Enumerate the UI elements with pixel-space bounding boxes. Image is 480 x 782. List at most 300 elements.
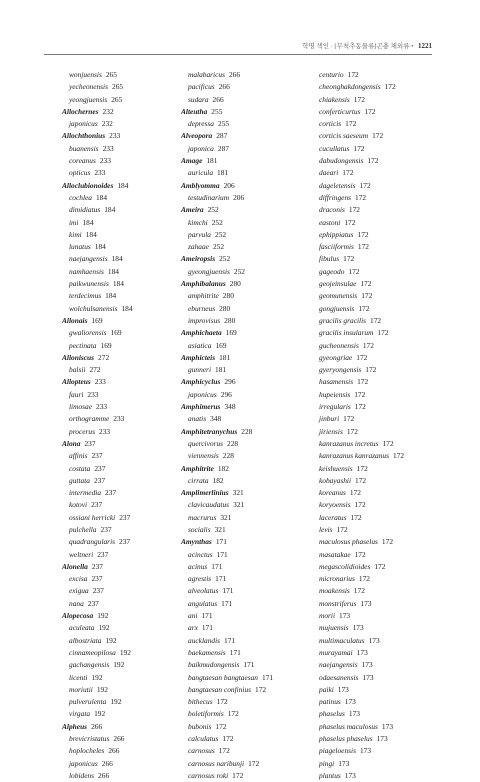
species-entry: [181, 647, 311, 659]
entry-name: levis: [319, 524, 333, 534]
entry-page: 172: [344, 217, 356, 227]
species-entry: [62, 524, 180, 536]
species-entry: [62, 389, 180, 401]
species-entry: [312, 635, 452, 647]
entry-name: baekamensis: [188, 647, 226, 657]
entry-page: 184: [105, 291, 117, 301]
entry-name: geojeinsulae: [319, 279, 357, 289]
entry-page: 206: [233, 192, 245, 202]
entry-page: 192: [94, 709, 106, 719]
entry-name: terdecimus: [69, 291, 102, 301]
entry-page: 173: [348, 709, 360, 719]
entry-page: 172: [365, 365, 377, 375]
species-entry: [312, 94, 452, 106]
entry-page: 172: [216, 697, 228, 707]
entry-name: Ameiropsis: [181, 254, 216, 264]
entry-page: 192: [119, 647, 131, 657]
entry-page: 192: [98, 623, 110, 633]
entry-name: kobayashii: [319, 475, 352, 485]
entry-page: 169: [91, 315, 103, 325]
entry-page: 192: [105, 635, 117, 645]
entry-page: 172: [354, 389, 366, 399]
entry-name: jiriensis: [319, 426, 343, 436]
entry-page: 172: [393, 451, 405, 461]
entry-name: Amphitrite: [181, 463, 214, 473]
species-entry: [181, 524, 311, 536]
species-entry: [181, 770, 311, 782]
species-entry: [312, 598, 452, 610]
entry-page: 172: [361, 291, 373, 301]
species-entry: [312, 217, 452, 229]
entry-page: 171: [243, 660, 255, 670]
species-entry: [181, 549, 311, 561]
genus-entry: [62, 438, 180, 450]
entry-name: coreanus: [69, 156, 96, 166]
species-entry: [62, 413, 180, 425]
entry-name: zahaae: [188, 242, 209, 252]
species-entry: [312, 155, 452, 167]
species-entry: [62, 647, 180, 659]
entry-page: 173: [361, 660, 373, 670]
entry-name: yeongjuensis: [69, 94, 108, 104]
species-entry: [312, 204, 452, 216]
species-entry: [181, 610, 311, 622]
entry-name: gracilis gracilis: [319, 315, 367, 325]
species-entry: [312, 758, 452, 770]
entry-page: 266: [91, 721, 103, 731]
entry-page: 233: [94, 377, 106, 387]
species-entry: [312, 69, 452, 81]
species-entry: [62, 659, 180, 671]
genus-entry: [181, 352, 311, 364]
entry-page: 171: [224, 635, 236, 645]
entry-name: quadrangularis: [69, 537, 115, 547]
species-entry: [181, 229, 311, 241]
entry-page: 171: [229, 647, 241, 657]
species-entry: [312, 229, 452, 241]
entry-page: 280: [222, 291, 234, 301]
entry-page: 237: [91, 561, 103, 571]
species-entry: [62, 81, 180, 93]
entry-page: 181: [206, 156, 218, 166]
entry-page: 228: [241, 426, 253, 436]
entry-page: 171: [215, 537, 227, 547]
entry-page: 237: [105, 488, 117, 498]
entry-name: monstriferus: [319, 598, 357, 608]
entry-name: carnosus: [188, 746, 215, 756]
entry-name: angulatus: [188, 598, 218, 608]
entry-page: 265: [111, 94, 123, 104]
entry-name: piageloensis: [319, 746, 356, 756]
species-entry: [181, 389, 311, 401]
entry-name: japonicus: [69, 758, 98, 768]
entry-page: 172: [382, 438, 394, 448]
entry-name: pectinata: [69, 340, 97, 350]
entry-page: 252: [215, 229, 227, 239]
species-entry: [181, 635, 311, 647]
species-entry: [312, 340, 452, 352]
entry-page: 169: [225, 328, 237, 338]
species-entry: [312, 401, 452, 413]
species-entry: [62, 487, 180, 499]
species-entry: [62, 745, 180, 757]
entry-page: 172: [349, 488, 361, 498]
header-bullet: •: [411, 43, 414, 50]
entry-page: 265: [105, 70, 117, 79]
entry-name: ani: [188, 611, 198, 621]
entry-page: 182: [217, 463, 229, 473]
entry-page: 348: [224, 402, 236, 412]
genus-entry: [181, 327, 311, 339]
species-entry: [181, 118, 311, 130]
entry-name: naejangensis: [319, 660, 358, 670]
species-entry: [312, 696, 452, 708]
entry-page: 172: [255, 684, 267, 694]
entry-page: 237: [97, 549, 109, 559]
entry-page: 296: [220, 389, 232, 399]
entry-page: 172: [343, 254, 355, 264]
species-entry: [312, 573, 452, 585]
species-entry: [181, 684, 311, 696]
entry-name: balsii: [69, 365, 86, 375]
entry-page: 192: [91, 672, 103, 682]
entry-name: virgata: [69, 709, 91, 719]
entry-name: paikwunensis: [69, 279, 109, 289]
entry-page: 172: [367, 156, 379, 166]
entry-page: 172: [336, 524, 348, 534]
entry-name: Amphicyclus: [181, 377, 221, 387]
entry-page: 237: [100, 524, 112, 534]
entry-page: 172: [357, 242, 369, 252]
entry-name: imi: [69, 217, 79, 227]
entry-name: quercivorus: [188, 438, 224, 448]
species-entry: [62, 536, 180, 548]
entry-name: conferticurtus: [319, 106, 361, 116]
entry-name: hasamensis: [319, 377, 354, 387]
species-entry: [312, 389, 452, 401]
entry-page: 287: [216, 131, 228, 141]
entry-page: 192: [97, 611, 109, 621]
species-entry: [62, 217, 180, 229]
entry-page: 169: [100, 340, 112, 350]
entry-name: maculosus phaselus: [319, 537, 378, 547]
entry-page: 192: [110, 697, 122, 707]
species-entry: [312, 438, 452, 450]
entry-page: 172: [227, 709, 239, 719]
entry-name: viennensis: [188, 451, 219, 461]
entry-name: clavicaudatus: [188, 500, 230, 510]
entry-name: cochlea: [69, 192, 92, 202]
entry-name: kotovi: [69, 500, 88, 510]
entry-name: alveolatus: [188, 586, 219, 596]
entry-name: wolchulsanensis: [69, 303, 118, 313]
entry-page: 233: [109, 131, 121, 141]
species-entry: [62, 155, 180, 167]
entry-name: dabudongensis: [319, 156, 364, 166]
species-entry: [312, 376, 452, 388]
entry-page: 272: [89, 365, 101, 375]
genus-entry: [62, 721, 180, 733]
entry-page: 172: [218, 746, 230, 756]
species-entry: [312, 622, 452, 634]
entry-page: 181: [215, 365, 227, 375]
genus-entry: [62, 352, 180, 364]
species-entry: [62, 770, 180, 782]
entry-page: 172: [356, 352, 368, 362]
entry-page: 237: [94, 463, 106, 473]
entry-name: cinnameopilosa: [69, 647, 116, 657]
entry-name: phaselus maculosus: [319, 721, 378, 731]
entry-name: limosae: [69, 402, 92, 412]
entry-name: Alveopora: [181, 131, 213, 141]
entry-page: 237: [93, 475, 106, 485]
entry-page: 237: [119, 537, 131, 547]
entry-name: japonicus: [188, 389, 217, 399]
entry-page: 237: [87, 598, 99, 608]
entry-page: 321: [233, 500, 245, 510]
entry-name: morii: [319, 611, 336, 621]
genus-entry: [62, 180, 180, 192]
entry-page: 252: [212, 242, 225, 252]
entry-name: geomunensis: [319, 291, 358, 301]
entry-name: kanrazanus incretus: [319, 438, 379, 448]
entry-name: Amblyomma: [181, 180, 220, 190]
entry-name: gyeongriae: [319, 352, 353, 362]
entry-name: naejangensis: [69, 254, 108, 264]
entry-page: 173: [359, 746, 372, 756]
species-entry: [181, 303, 311, 315]
species-entry: [312, 81, 452, 93]
entry-page: 228: [222, 451, 234, 461]
entry-name: arx: [188, 623, 198, 633]
entry-name: affinis: [69, 451, 88, 461]
entry-page: 172: [358, 303, 370, 313]
species-entry: [62, 167, 180, 179]
species-entry: [62, 622, 180, 634]
species-entry: [62, 253, 180, 265]
species-entry: [62, 278, 180, 290]
entry-name: dimidiatus: [69, 205, 101, 215]
entry-name: pacificus: [188, 82, 215, 92]
species-entry: [312, 143, 452, 155]
species-entry: [181, 438, 311, 450]
species-entry: [181, 721, 311, 733]
species-entry: [312, 561, 452, 573]
species-entry: [62, 118, 180, 130]
entry-page: 184: [94, 242, 106, 252]
species-entry: [62, 401, 180, 413]
entry-name: koryoensis: [319, 500, 351, 510]
species-entry: [312, 253, 452, 265]
entry-page: 172: [357, 377, 369, 387]
species-entry: [312, 708, 452, 720]
species-entry: [312, 303, 452, 315]
entry-page: 280: [229, 279, 241, 289]
entry-name: gucheonensis: [319, 340, 359, 350]
species-entry: [312, 684, 452, 696]
entry-name: Amage: [181, 156, 203, 166]
species-entry: [62, 463, 180, 475]
entry-name: socialis: [188, 524, 211, 534]
entry-name: patinus: [319, 697, 341, 707]
entry-name: fibulus: [319, 254, 340, 264]
species-entry: [312, 585, 452, 597]
entry-page: 173: [352, 623, 364, 633]
species-entry: [181, 167, 311, 179]
entry-name: auricula: [188, 168, 214, 178]
entry-name: diffringens: [319, 192, 352, 202]
species-entry: [312, 426, 452, 438]
entry-page: 266: [113, 734, 125, 744]
entry-name: carnosus roki: [188, 770, 229, 780]
index-column-2: [181, 69, 311, 782]
species-entry: [181, 696, 311, 708]
entry-page: 172: [348, 266, 360, 276]
entry-page: 280: [224, 315, 236, 325]
entry-name: cheonghakdongensis: [319, 82, 381, 92]
entry-name: masatakae: [319, 549, 351, 559]
entry-name: dageletensis: [319, 180, 356, 190]
entry-name: Alteutha: [181, 106, 208, 116]
species-entry: [181, 659, 311, 671]
entry-name: procerus: [69, 426, 96, 436]
species-entry: [181, 364, 311, 376]
entry-page: 173: [338, 758, 350, 768]
entry-page: 173: [339, 611, 351, 621]
entry-name: calculatus: [188, 734, 219, 744]
entry-page: 237: [91, 451, 103, 461]
entry-page: 233: [96, 402, 108, 412]
species-entry: [62, 364, 180, 376]
entry-page: 172: [374, 561, 386, 571]
species-entry: [62, 266, 180, 278]
entry-page: 172: [353, 143, 365, 153]
entry-page: 172: [343, 414, 355, 424]
species-entry: [312, 315, 452, 327]
entry-name: Alopecosa: [62, 611, 94, 621]
species-entry: [312, 130, 452, 142]
species-entry: [181, 573, 311, 585]
entry-name: gachangensis: [69, 660, 110, 670]
entry-page: 266: [212, 94, 224, 104]
species-entry: [312, 733, 452, 745]
entry-name: buanensis: [69, 143, 99, 153]
entry-page: 184: [95, 192, 108, 202]
entry-page: 255: [218, 119, 230, 129]
entry-name: Alloniscus: [62, 352, 95, 362]
entry-page: 321: [232, 488, 244, 498]
species-entry: [312, 536, 452, 548]
entry-page: 172: [215, 721, 227, 731]
species-entry: [181, 413, 311, 425]
entry-name: lunatus: [69, 242, 91, 252]
entry-name: laceratus: [319, 512, 347, 522]
entry-name: namhaensis: [69, 266, 104, 276]
entry-page: 184: [82, 217, 94, 227]
entry-name: pingi: [319, 758, 335, 768]
species-entry: [62, 684, 180, 696]
entry-page: 171: [201, 623, 213, 633]
species-entry: [181, 266, 311, 278]
species-entry: [62, 340, 180, 352]
entry-name: anatis: [188, 414, 207, 424]
species-entry: [181, 512, 311, 524]
entry-name: gyeongjuensis: [188, 266, 230, 276]
entry-page: 181: [217, 168, 229, 178]
entry-page: 173: [344, 697, 356, 707]
entry-page: 172: [232, 770, 244, 780]
entry-name: acinctus: [188, 549, 213, 559]
species-entry: [312, 167, 452, 179]
entry-page: 265: [112, 82, 124, 92]
species-entry: [62, 733, 180, 745]
species-entry: [312, 549, 452, 561]
entry-name: brevicristatus: [69, 734, 110, 744]
species-entry: [62, 475, 180, 487]
genus-entry: [181, 130, 311, 142]
entry-name: acinus: [188, 561, 208, 571]
entry-name: Amphitetranychus: [181, 426, 238, 436]
entry-page: 172: [357, 229, 369, 239]
entry-name: irregularis: [319, 402, 351, 412]
species-entry: [312, 610, 452, 622]
entry-name: intermedia: [69, 488, 102, 498]
entry-name: gunneri: [188, 365, 211, 375]
entry-page: 192: [96, 684, 108, 694]
entry-name: phaselus phaselus: [319, 734, 373, 744]
genus-entry: [181, 204, 311, 216]
entry-name: costata: [69, 463, 91, 473]
entry-page: 184: [112, 279, 124, 289]
entry-page: 173: [368, 635, 380, 645]
entry-name: moakensis: [319, 586, 350, 596]
entry-name: Amplimerlinius: [181, 488, 229, 498]
entry-page: 172: [358, 574, 370, 584]
species-entry: [62, 290, 180, 302]
entry-page: 172: [372, 131, 384, 141]
entry-name: keishuensis: [319, 463, 353, 473]
entry-page: 233: [87, 389, 99, 399]
entry-page: 172: [348, 205, 360, 215]
species-entry: [312, 524, 452, 536]
entry-name: mujuensis: [319, 623, 349, 633]
species-entry: [181, 81, 311, 93]
entry-page: 266: [228, 70, 241, 79]
entry-name: Alpheus: [62, 721, 88, 731]
entry-page: 172: [355, 192, 367, 202]
species-entry: [181, 94, 311, 106]
entry-name: japonica: [188, 143, 214, 153]
entry-page: 173: [362, 672, 374, 682]
header-title: 학명 색인 · [무척추동물류]곤충 체외류: [302, 43, 410, 50]
entry-name: centurio: [319, 70, 344, 79]
species-entry: [62, 635, 180, 647]
species-entry: [312, 266, 452, 278]
species-entry: [181, 708, 311, 720]
entry-name: amphitrite: [188, 291, 219, 301]
entry-name: Amphimerus: [181, 402, 221, 412]
species-entry: [62, 598, 180, 610]
species-entry: [62, 672, 180, 684]
genus-entry: [181, 401, 311, 413]
species-entry: [62, 241, 180, 253]
entry-page: 173: [381, 721, 394, 731]
entry-name: jinburi: [319, 414, 340, 424]
entry-name: corticis saeseum: [319, 131, 369, 141]
entry-name: guttata: [69, 475, 90, 485]
entry-name: japonicus: [69, 119, 98, 129]
species-entry: [181, 733, 311, 745]
